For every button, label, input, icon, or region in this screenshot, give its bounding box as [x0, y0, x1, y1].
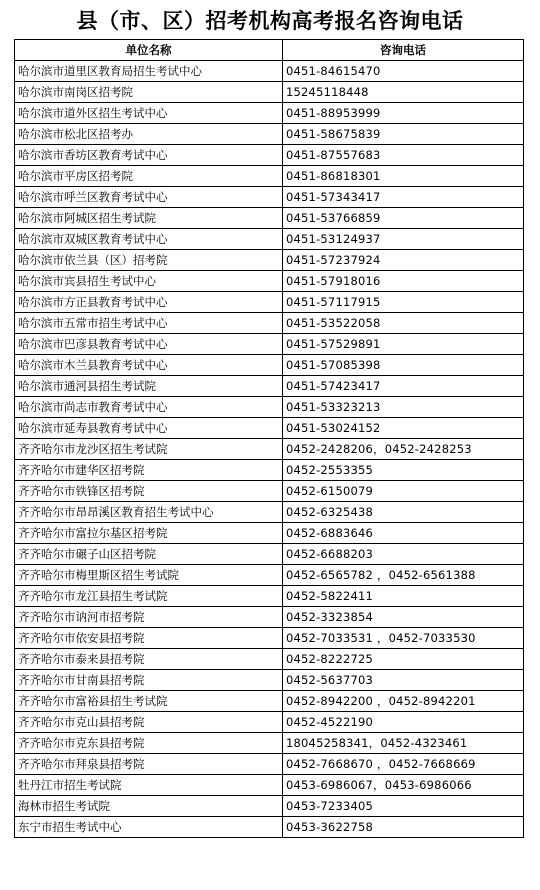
- table-row: [15, 124, 524, 145]
- phone-number-cell: 18045258341，0452-4323461: [283, 733, 524, 754]
- phone-number-cell: 0452-2428206，0452-2428253: [283, 439, 524, 460]
- phone-number-cell: 0451-57085398: [283, 355, 524, 376]
- phone-number-cell: 0451-53323213: [283, 397, 524, 418]
- phone-number-cell: 0451-53124937: [283, 229, 524, 250]
- phone-number-cell: 0453-6986067，0453-6986066: [283, 775, 524, 796]
- table-row: [15, 187, 524, 208]
- phone-number-cell: 0452-8222725: [283, 649, 524, 670]
- unit-name-cell: 哈尔滨市通河县招生考试院: [15, 376, 283, 397]
- unit-name-cell: 齐齐哈尔市建华区招考院: [15, 460, 283, 481]
- unit-name-cell: 哈尔滨市道里区教育局招生考试中心: [15, 61, 283, 82]
- unit-name-cell: 哈尔滨市香坊区教育考试中心: [15, 145, 283, 166]
- unit-name-cell: 齐齐哈尔市依安县招考院: [15, 628, 283, 649]
- table-row: [15, 61, 524, 82]
- table-row: [15, 565, 524, 586]
- unit-name-cell: 齐齐哈尔市龙江县招生考试院: [15, 586, 283, 607]
- unit-name-cell: 哈尔滨市依兰县（区）招考院: [15, 250, 283, 271]
- phone-number-cell: 0452-5822411: [283, 586, 524, 607]
- unit-name-cell: 哈尔滨市五常市招生考试中心: [15, 313, 283, 334]
- table-row: [15, 355, 524, 376]
- phone-number-cell: 0451-53522058: [283, 313, 524, 334]
- unit-name-cell: 哈尔滨市南岗区招考院: [15, 82, 283, 103]
- unit-name-cell: 齐齐哈尔市富拉尔基区招考院: [15, 523, 283, 544]
- phone-number-cell: 0451-87557683: [283, 145, 524, 166]
- page-title: 县（市、区）招考机构高考报名咨询电话: [76, 9, 464, 33]
- phone-number-cell: 0452-7668670 ，0452-7668669: [283, 754, 524, 775]
- phone-number-cell: 0452-6565782 ，0452-6561388: [283, 565, 524, 586]
- table-row: [15, 796, 524, 817]
- table-row: [15, 292, 524, 313]
- phone-number-cell: 0452-6325438: [283, 502, 524, 523]
- unit-name-cell: 齐齐哈尔市铁锋区招考院: [15, 481, 283, 502]
- phone-number-cell: 0453-7233405: [283, 796, 524, 817]
- phone-number-cell: 0451-86818301: [283, 166, 524, 187]
- phone-number-cell: 0452-6883646: [283, 523, 524, 544]
- phone-number-cell: 0451-58675839: [283, 124, 524, 145]
- table-row: [15, 481, 524, 502]
- phone-number-cell: 0453-3622758: [283, 817, 524, 838]
- unit-name-cell: 哈尔滨市方正县教育考试中心: [15, 292, 283, 313]
- unit-name-cell: 海林市招生考试院: [15, 796, 283, 817]
- unit-name-cell: 齐齐哈尔市昂昂溪区教育招生考试中心: [15, 502, 283, 523]
- unit-name-cell: 齐齐哈尔市甘南县招考院: [15, 670, 283, 691]
- table-row: [15, 586, 524, 607]
- table-row: [15, 712, 524, 733]
- table-row: [15, 208, 524, 229]
- table-row: [15, 691, 524, 712]
- table-row: [15, 733, 524, 754]
- unit-name-cell: 齐齐哈尔市讷河市招考院: [15, 607, 283, 628]
- table-row: [15, 418, 524, 439]
- unit-name-cell: 东宁市招生考试中心: [15, 817, 283, 838]
- phone-number-cell: 0451-57343417: [283, 187, 524, 208]
- table-row: [15, 628, 524, 649]
- unit-name-cell: 齐齐哈尔市克山县招考院: [15, 712, 283, 733]
- table-row: [15, 82, 524, 103]
- phone-number-cell: 0452-3323854: [283, 607, 524, 628]
- unit-name-cell: 齐齐哈尔市克东县招考院: [15, 733, 283, 754]
- phone-number-cell: 0452-4522190: [283, 712, 524, 733]
- table-row: [15, 649, 524, 670]
- unit-name-cell: 哈尔滨市双城区教育考试中心: [15, 229, 283, 250]
- table-row: [15, 775, 524, 796]
- phone-number-cell: 0452-6688203: [283, 544, 524, 565]
- table-row: [15, 544, 524, 565]
- table-row: [15, 166, 524, 187]
- contact-table: [14, 39, 524, 838]
- table-row: [15, 313, 524, 334]
- unit-name-cell: 哈尔滨市延寿县教育考试中心: [15, 418, 283, 439]
- table-row: [15, 250, 524, 271]
- table-row: [15, 397, 524, 418]
- unit-name-cell: 哈尔滨市木兰县教育考试中心: [15, 355, 283, 376]
- unit-name-cell: 牡丹江市招生考试院: [15, 775, 283, 796]
- phone-number-cell: 0452-6150079: [283, 481, 524, 502]
- table-header-row: [15, 40, 524, 61]
- table-row: [15, 439, 524, 460]
- unit-name-cell: 哈尔滨市呼兰区教育考试中心: [15, 187, 283, 208]
- table-row: [15, 523, 524, 544]
- table-row: [15, 103, 524, 124]
- column-header-unit: 单位名称: [15, 40, 283, 61]
- unit-name-cell: 齐齐哈尔市富裕县招生考试院: [15, 691, 283, 712]
- phone-number-cell: 0451-84615470: [283, 61, 524, 82]
- phone-number-cell: 0451-57918016: [283, 271, 524, 292]
- phone-number-cell: 0452-2553355: [283, 460, 524, 481]
- phone-number-cell: 15245118448: [283, 82, 524, 103]
- phone-number-cell: 0452-8942200 ，0452-8942201: [283, 691, 524, 712]
- table-row: [15, 376, 524, 397]
- unit-name-cell: 哈尔滨市尚志市教育考试中心: [15, 397, 283, 418]
- phone-number-cell: 0452-7033531 ，0452-7033530: [283, 628, 524, 649]
- unit-name-cell: 哈尔滨市松北区招考办: [15, 124, 283, 145]
- table-row: [15, 670, 524, 691]
- table-row: [15, 229, 524, 250]
- table-row: [15, 145, 524, 166]
- table-row: [15, 502, 524, 523]
- phone-number-cell: 0451-57237924: [283, 250, 524, 271]
- phone-number-cell: 0451-57117915: [283, 292, 524, 313]
- phone-number-cell: 0452-5637703: [283, 670, 524, 691]
- phone-number-cell: 0451-53766859: [283, 208, 524, 229]
- unit-name-cell: 齐齐哈尔市碾子山区招考院: [15, 544, 283, 565]
- unit-name-cell: 哈尔滨市平房区招考院: [15, 166, 283, 187]
- unit-name-cell: 齐齐哈尔市泰来县招考院: [15, 649, 283, 670]
- column-header-phone: 咨询电话: [283, 40, 524, 61]
- table-row: [15, 334, 524, 355]
- unit-name-cell: 齐齐哈尔市拜泉县招考院: [15, 754, 283, 775]
- table-row: [15, 607, 524, 628]
- unit-name-cell: 哈尔滨市阿城区招生考试院: [15, 208, 283, 229]
- phone-number-cell: 0451-57423417: [283, 376, 524, 397]
- table-row: [15, 754, 524, 775]
- table-row: [15, 271, 524, 292]
- unit-name-cell: 齐齐哈尔市龙沙区招生考试院: [15, 439, 283, 460]
- unit-name-cell: 哈尔滨市巴彦县教育考试中心: [15, 334, 283, 355]
- phone-number-cell: 0451-88953999: [283, 103, 524, 124]
- table-row: [15, 817, 524, 838]
- phone-number-cell: 0451-57529891: [283, 334, 524, 355]
- unit-name-cell: 哈尔滨市宾县招生考试中心: [15, 271, 283, 292]
- table-body: [15, 61, 524, 838]
- unit-name-cell: 哈尔滨市道外区招生考试中心: [15, 103, 283, 124]
- table-row: [15, 460, 524, 481]
- unit-name-cell: 齐齐哈尔市梅里斯区招生考试院: [15, 565, 283, 586]
- phone-number-cell: 0451-53024152: [283, 418, 524, 439]
